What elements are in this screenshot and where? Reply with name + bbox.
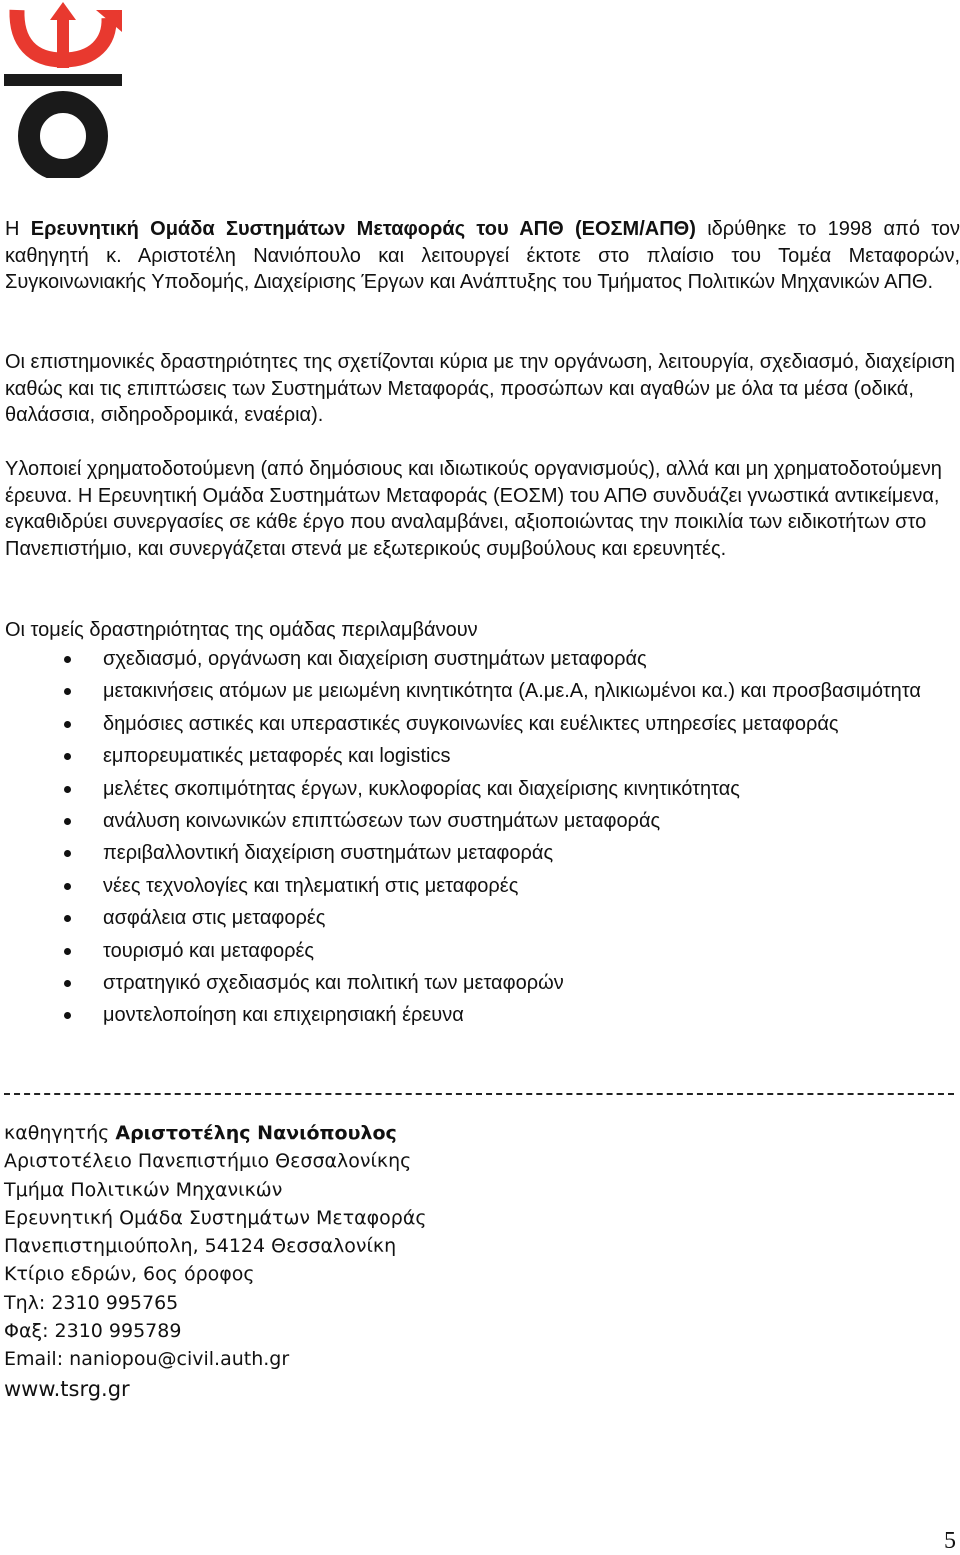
- dashed-divider: [4, 1093, 954, 1095]
- bullet-icon: [64, 753, 71, 760]
- list-item: τουρισμό και μεταφορές: [0, 936, 960, 967]
- bullet-icon: [64, 915, 71, 922]
- list-item: δημόσιες αστικές και υπεραστικές συγκοινωνίες και ευέλικτες υπηρεσίες μεταφοράς: [0, 709, 960, 740]
- bullet-icon: [64, 883, 71, 890]
- contact-name: Αριστοτέλης Νανιόπουλος: [115, 1122, 397, 1144]
- list-item: νέες τεχνολογίες και τηλεματική στις μεταφορές: [0, 871, 960, 902]
- activities-paragraph: Οι επιστημονικές δραστηριότητες της σχετίζονται κύρια με την οργάνωση, λειτουργία, σχεδιασμό, διαχείριση καθώς και τις επιπτώσεις των Συστημάτων Μεταφοράς, προσώπων και αγαθών με όλα τα μέσα (οδικά, θαλάσσια, σιδηροδρομικά, εναέρια).: [5, 351, 956, 426]
- bullet-icon: [64, 818, 71, 825]
- bullet-icon: [64, 721, 71, 728]
- intro-paragraph: [5, 216, 960, 296]
- contact-department: Τμήμα Πολιτικών Μηχανικών: [4, 1178, 283, 1201]
- contact-phone: Τηλ: 2310 995765: [4, 1291, 179, 1314]
- contact-block: [4, 1119, 704, 1404]
- sectors-heading: Οι τομείς δραστηριότητας της ομάδας περιλαμβάνουν: [5, 619, 478, 641]
- list-item: ανάλυση κοινωνικών επιπτώσεων των συστημάτων μεταφοράς: [0, 806, 960, 837]
- bullet-icon: [64, 850, 71, 857]
- contact-university: Αριστοτέλειο Πανεπιστήμιο Θεσσαλονίκης: [4, 1150, 412, 1173]
- contact-name-line: καθηγητής Αριστοτέλης Νανιόπουλος: [4, 1122, 397, 1144]
- contact-email[interactable]: Email: naniopou@civil.auth.gr: [4, 1348, 290, 1371]
- contact-group: Ερευνητική Ομάδα Συστημάτων Μεταφοράς: [4, 1206, 427, 1229]
- list-item: σχεδιασμό, οργάνωση και διαχείριση συστημάτων μεταφοράς: [0, 644, 960, 675]
- list-item: μελέτες σκοπιμότητας έργων, κυκλοφορίας και διαχείρισης κινητικότητας: [0, 774, 960, 805]
- contact-address: Πανεπιστημιούπολη, 54124 Θεσσαλονίκη: [4, 1235, 397, 1258]
- bullet-icon: [64, 656, 71, 663]
- list-item: ασφάλεια στις μεταφορές: [0, 903, 960, 934]
- contact-website-link[interactable]: www.tsrg.gr: [4, 1376, 130, 1401]
- funding-paragraph: Υλοποιεί χρηματοδοτούμενη (από δημόσιους και ιδιωτικούς οργανισμούς), αλλά και μη χρηματοδοτούμενη έρευνα. Η Ερευνητική Ομάδα Συστημάτων Μεταφοράς (ΕΟΣΜ) του ΑΠΘ συνδυάζει γνωστικά αντικείμενα, εγκαθιδρύει συνεργασίες σε κάθε έργο που αναλαμβάνει, αξιοποιώντας την ποικιλία των ειδικοτήτων στο Πανεπιστήμιο, και συνεργάζεται στενά με εξωτερικούς συμβούλους και ερευνητές.: [5, 458, 942, 560]
- sectors-list: [0, 644, 960, 1033]
- bullet-icon: [64, 1012, 71, 1019]
- intro-organization-name: Ερευνητική Ομάδα Συστημάτων Μεταφοράς του ΑΠΘ (ΕΟΣΜ/ΑΠΘ): [30, 218, 696, 240]
- list-item: εμπορευματικές μεταφορές και logistics: [0, 741, 960, 772]
- bullet-icon: [64, 688, 71, 695]
- page-number: 5: [944, 1528, 956, 1554]
- list-item: μοντελοποίηση και επιχειρησιακή έρευνα: [0, 1000, 960, 1031]
- bullet-icon: [64, 948, 71, 955]
- intro-lead: Η: [5, 218, 31, 240]
- bullet-icon: [64, 786, 71, 793]
- organization-logo: [2, 2, 124, 178]
- contact-building: Κτίριο εδρών, 6ος όροφος: [4, 1263, 255, 1286]
- list-item: περιβαλλοντική διαχείριση συστημάτων μεταφοράς: [0, 838, 960, 869]
- logo-circle-icon: [29, 102, 97, 170]
- list-item: στρατηγικό σχεδιασμός και πολιτική των μεταφορών: [0, 968, 960, 999]
- list-item: μετακινήσεις ατόμων με μειωμένη κινητικότητα (Α.με.Α, ηλικιωμένοι κα.) και προσβασιμότητα: [0, 676, 960, 707]
- bullet-icon: [64, 980, 71, 987]
- intro-rest: ιδρύθηκε το 1998 από τον καθηγητή κ. Αριστοτέλη Νανιόπουλο και λειτουργεί έκτοτε στο πλαίσιο του Τομέα Μεταφορών, Συγκοινωνιακής Υποδομής, Διαχείρισης Έργων και Ανάπτυξης του Τμήματος Πολιτικών Μηχανικών ΑΠΘ.: [5, 218, 960, 293]
- logo-bar: [4, 74, 122, 86]
- contact-fax: Φαξ: 2310 995789: [4, 1320, 182, 1343]
- logo-arrow-icon: [17, 2, 122, 68]
